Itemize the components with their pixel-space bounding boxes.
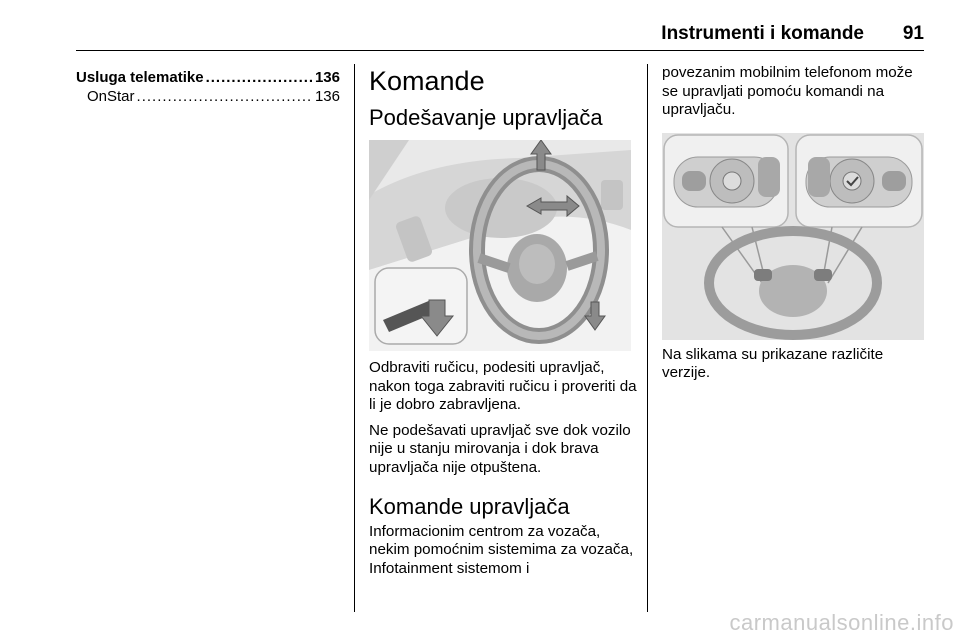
steering-adjustment-illustration	[369, 140, 631, 351]
toc-entry-page: 136	[314, 88, 340, 105]
subsection-heading: Komande upravljača	[369, 493, 570, 519]
page-header-title: Instrumenti i komande	[661, 23, 864, 44]
toc-entry-label: Usluga telematike	[76, 69, 204, 86]
paragraph: povezanim mobilnim telefonom može se upravljati pomoću komandi na upravljaču.	[662, 64, 913, 119]
section-heading: Komande	[369, 66, 485, 96]
toc-entry[interactable]	[76, 87, 340, 106]
toc-leader-dots	[137, 87, 313, 106]
paragraph: Ne podešavati upravljač sve dok vozilo nije u stanju mirovanja i dok brava upravljača nije otpuštena.	[369, 421, 631, 476]
toc-entry-label: OnStar	[87, 88, 135, 105]
header-divider	[76, 50, 924, 51]
column-divider-left	[354, 64, 355, 612]
paragraph: Informacionim centrom za vozača, nekim pomoćnim sistemima za vozača, Infotainment sistemom i	[369, 522, 634, 577]
column-divider-right	[647, 64, 648, 612]
toc-entry[interactable]	[76, 68, 340, 87]
paragraph: Odbraviti ručicu, podesiti upravljač, nakon toga zabraviti ručicu i proveriti da li je dobro zabravljena.	[369, 359, 637, 414]
paragraph: Na slikama su prikazane različite verzije.	[662, 345, 884, 382]
table-of-contents	[76, 68, 340, 106]
toc-entry-page: 136	[314, 69, 340, 86]
watermark: carmanualsonline.info	[729, 610, 954, 635]
subsection-heading: Podešavanje upravljača	[369, 105, 603, 130]
page-number: 91	[902, 23, 924, 44]
toc-leader-dots	[206, 68, 313, 87]
steering-wheel-controls-illustration	[662, 133, 924, 340]
